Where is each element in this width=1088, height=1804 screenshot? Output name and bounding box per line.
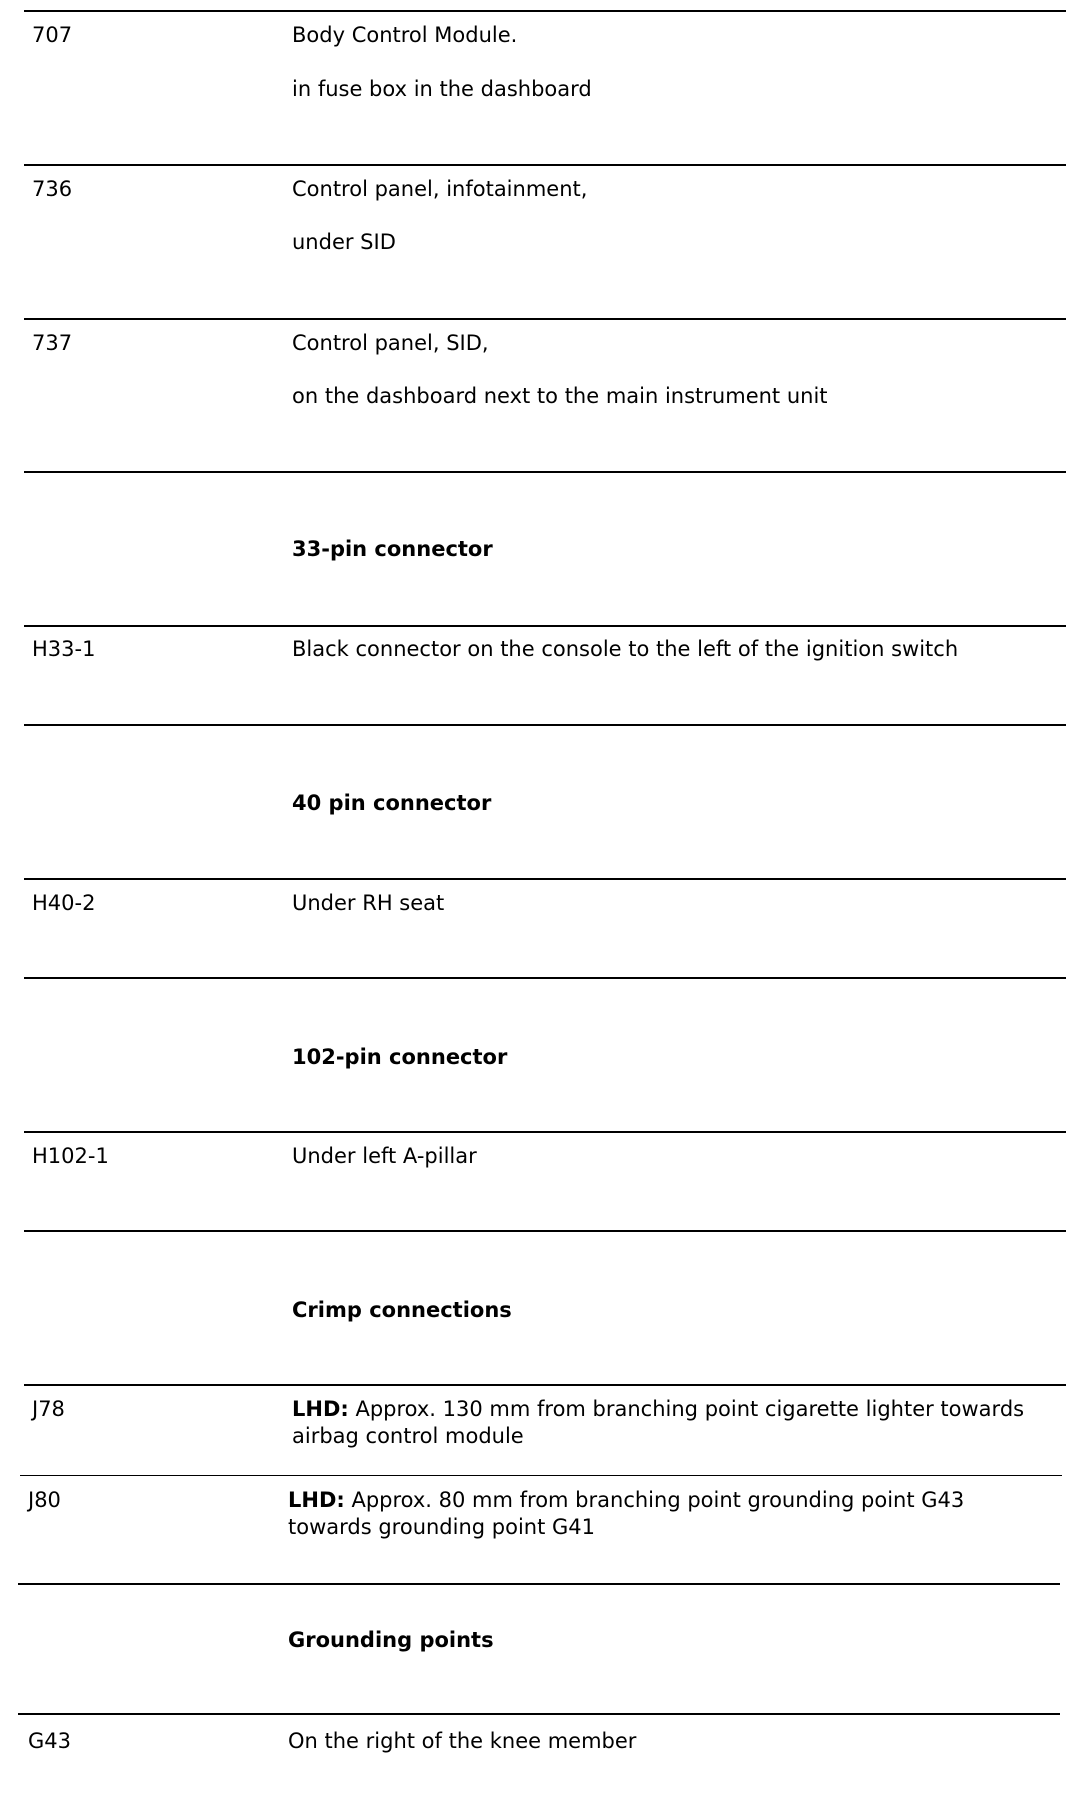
row-description: Under left A-pillar <box>292 1144 477 1168</box>
row-code: H40-2 <box>32 891 96 915</box>
row-divider <box>18 1583 1060 1585</box>
crimp-location-text: Approx. 130 mm from branching point cigarette lighter towards airbag control module <box>292 1397 1025 1448</box>
row-description: Under RH seat <box>292 891 445 915</box>
lhd-label: LHD: <box>288 1488 345 1512</box>
row-divider <box>24 1230 1066 1232</box>
row-divider <box>24 625 1066 627</box>
row-divider <box>24 164 1066 166</box>
row-divider <box>24 1384 1066 1386</box>
row-description: Control panel, SID, <box>292 331 489 355</box>
row-description: Body Control Module. <box>292 23 518 47</box>
row-code: G43 <box>28 1729 71 1753</box>
row-description: On the right of the knee member <box>288 1729 637 1753</box>
row-divider <box>24 318 1066 320</box>
row-description <box>292 1396 1072 1450</box>
row-divider <box>24 724 1066 726</box>
lhd-label: LHD: <box>292 1397 349 1421</box>
row-location: under SID <box>292 230 396 254</box>
row-location: in fuse box in the dashboard <box>292 77 592 101</box>
row-code: H33-1 <box>32 637 96 661</box>
row-divider <box>24 878 1066 880</box>
row-divider <box>24 1131 1066 1133</box>
row-description <box>288 1487 1048 1541</box>
row-divider <box>24 977 1066 979</box>
row-description: Control panel, infotainment, <box>292 177 588 201</box>
row-divider <box>20 1475 1062 1476</box>
section-heading: Crimp connections <box>292 1298 512 1322</box>
row-code: J78 <box>32 1397 65 1421</box>
row-code: 736 <box>32 177 73 201</box>
row-code: H102-1 <box>32 1144 109 1168</box>
row-code: 737 <box>32 331 73 355</box>
row-code: 707 <box>32 23 73 47</box>
crimp-location-text: Approx. 80 mm from branching point grounding point G43 towards grounding point G41 <box>288 1488 965 1539</box>
row-divider <box>18 1713 1060 1715</box>
row-description: Black connector on the console to the left of the ignition switch <box>292 637 959 661</box>
row-location: on the dashboard next to the main instrument unit <box>292 384 828 408</box>
section-heading: 102-pin connector <box>292 1045 508 1069</box>
row-divider <box>24 471 1066 473</box>
section-heading: Grounding points <box>288 1628 494 1652</box>
section-heading: 40 pin connector <box>292 791 492 815</box>
row-code: J80 <box>28 1488 61 1512</box>
row-divider <box>24 10 1066 12</box>
section-heading: 33-pin connector <box>292 537 493 561</box>
